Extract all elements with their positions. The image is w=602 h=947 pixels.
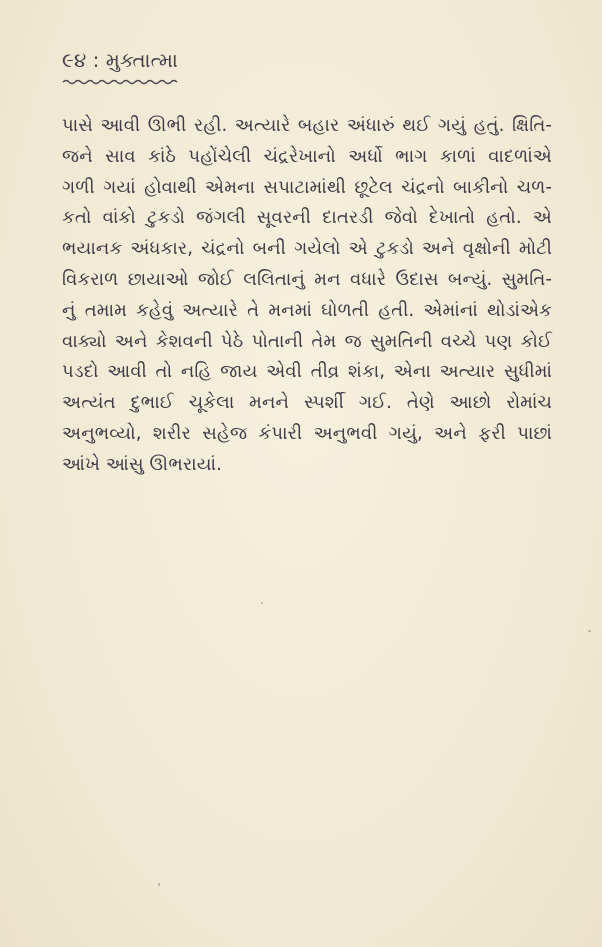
- text-line: નું તમામ કહેવું અત્યારે તે મનમાં ઘોળતી હતી. એમાંનાં થોડાંએક: [62, 299, 552, 321]
- text-line: અનુભવ્યો, શરીર સહેજ કંપારી અનુભવી ગયું, અને ફરી પાછાં: [62, 422, 552, 444]
- text-line: વાક્યો અને કેશવની પેઠે પોતાની તેમ જ સુમતિની વચ્ચે પણ કોઈ: [62, 330, 552, 352]
- text-line: જને સાવ કાંઠે પહોંચેલી ચંદ્રરેખાનો અર્ધો ભાગ કાળાં વાદળાંએ: [62, 145, 552, 167]
- text-line: અત્યંત દુભાઈ ચૂકેલા મનને સ્પર્શી ગઈ. તેણે આછો રોમાંચ: [62, 392, 552, 414]
- paragraph: [62, 111, 552, 481]
- wavy-underline: [62, 78, 180, 86]
- page-number-and-title: ૯૪ : મુક્તાત્મા: [62, 48, 178, 72]
- paper-speck: [588, 630, 591, 632]
- running-header: [62, 48, 362, 86]
- text-line: ગળી ગયાં હોવાથી એમના સપાટામાંથી છૂટેલ ચંદ્રનો બાકીનો ચળ-: [62, 176, 552, 198]
- text-line: વિકરાળ છાયાઓ જોઈ લલિતાનું મન વધારે ઉદાસ બન્યું. સુમતિ-: [62, 268, 552, 290]
- paper-speck: [158, 883, 160, 886]
- paper-speck: [261, 602, 263, 604]
- text-line: ભયાનક અંધકાર, ચંદ્રનો બની ગયેલો એ ટુકડો અને વૃક્ષોની મોટી: [62, 238, 552, 260]
- text-line: પડદો આવી તો નહિ જાય એવી તીવ્ર શંકા, એના અત્યાર સુધીમાં: [62, 361, 552, 383]
- text-line: આંખે આંસુ ઊભરાયાં.: [62, 453, 222, 475]
- text-line: કતો વાંકો ટુકડો જંગલી સૂવરની દાતરડી જેવો દેખાતો હતો. એ: [62, 207, 552, 229]
- text-line: પાસે આવી ઊભી રહી. અત્યારે બહાર અંધારું થઈ ગયું હતું. ક્ષિતિ-: [62, 115, 552, 136]
